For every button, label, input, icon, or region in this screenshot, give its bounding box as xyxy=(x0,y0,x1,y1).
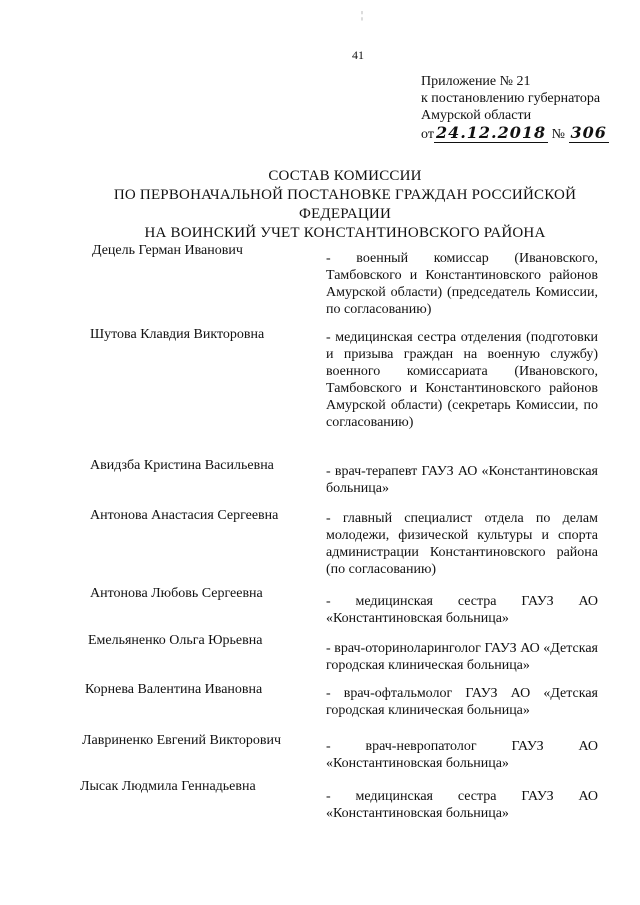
member-role: - медицинская сестра ГАУЗ АО «Константиновская больница» xyxy=(326,594,598,626)
member-name: Емельяненко Ольга Юрьевна xyxy=(88,633,263,648)
number-prefix: № xyxy=(551,127,565,142)
member-role: - врач-офтальмолог ГАУЗ АО «Детская городская клиническая больница» xyxy=(326,686,598,718)
member-role: - медицинская сестра отделения (подготовки и призыва граждан на военную службу) военного комиссариата (Ивановского, Тамбовского и Константиновского районов Амурской области) (секретарь Комиссии, по согласованию) xyxy=(326,330,598,430)
title-line-1: СОСТАВ КОМИССИИ xyxy=(268,168,422,184)
scan-mark: ¦ xyxy=(361,10,364,21)
handwritten-number: 306 xyxy=(570,123,607,142)
member-role: - врач-невропатолог ГАУЗ АО «Константиновская больница» xyxy=(326,739,598,771)
page-number: 41 xyxy=(352,48,364,62)
title-line-2: ПО ПЕРВОНАЧАЛЬНОЙ ПОСТАНОВКЕ ГРАЖДАН РОССИЙСКОЙ ФЕДЕРАЦИИ xyxy=(113,187,577,222)
member-role: - врач-терапевт ГАУЗ АО «Константиновская больница» xyxy=(326,464,598,496)
member-name: Авидзба Кристина Васильевна xyxy=(90,458,274,473)
member-role: - врач-оториноларинголог ГАУЗ АО «Детская городская клиническая больница» xyxy=(326,641,598,673)
member-name: Лысак Людмила Геннадьевна xyxy=(80,779,256,794)
appendix-date-line xyxy=(421,124,609,143)
member-name: Корнева Валентина Ивановна xyxy=(85,682,263,697)
appendix-line-3: Амурской области xyxy=(421,108,532,123)
member-name: Шутова Клавдия Викторовна xyxy=(90,327,265,342)
member-name: Антонова Анастасия Сергеевна xyxy=(90,508,279,523)
title-line-3: НА ВОИНСКИЙ УЧЕТ КОНСТАНТИНОВСКОГО РАЙОНА xyxy=(144,225,546,241)
document-title xyxy=(80,167,610,243)
member-name: Антонова Любовь Сергеевна xyxy=(90,586,263,601)
date-prefix: от xyxy=(421,127,434,142)
appendix-line-2: к постановлению губернатора xyxy=(421,91,601,106)
handwritten-date: 24.12.2018 xyxy=(435,123,547,142)
member-role: - военный комиссар (Ивановского, Тамбовского и Константиновского районов Амурской области) (председатель Комиссии, по согласованию) xyxy=(326,251,598,317)
member-name: Децель Герман Иванович xyxy=(92,243,243,258)
member-role: - медицинская сестра ГАУЗ АО «Константиновская больница» xyxy=(326,789,598,821)
appendix-header xyxy=(421,73,609,143)
member-name: Лавриненко Евгений Викторович xyxy=(82,733,282,748)
appendix-line-1: Приложение № 21 xyxy=(421,74,531,89)
member-role: - главный специалист отдела по делам молодежи, физической культуры и спорта администрации Константиновского района (по согласованию) xyxy=(326,511,598,577)
